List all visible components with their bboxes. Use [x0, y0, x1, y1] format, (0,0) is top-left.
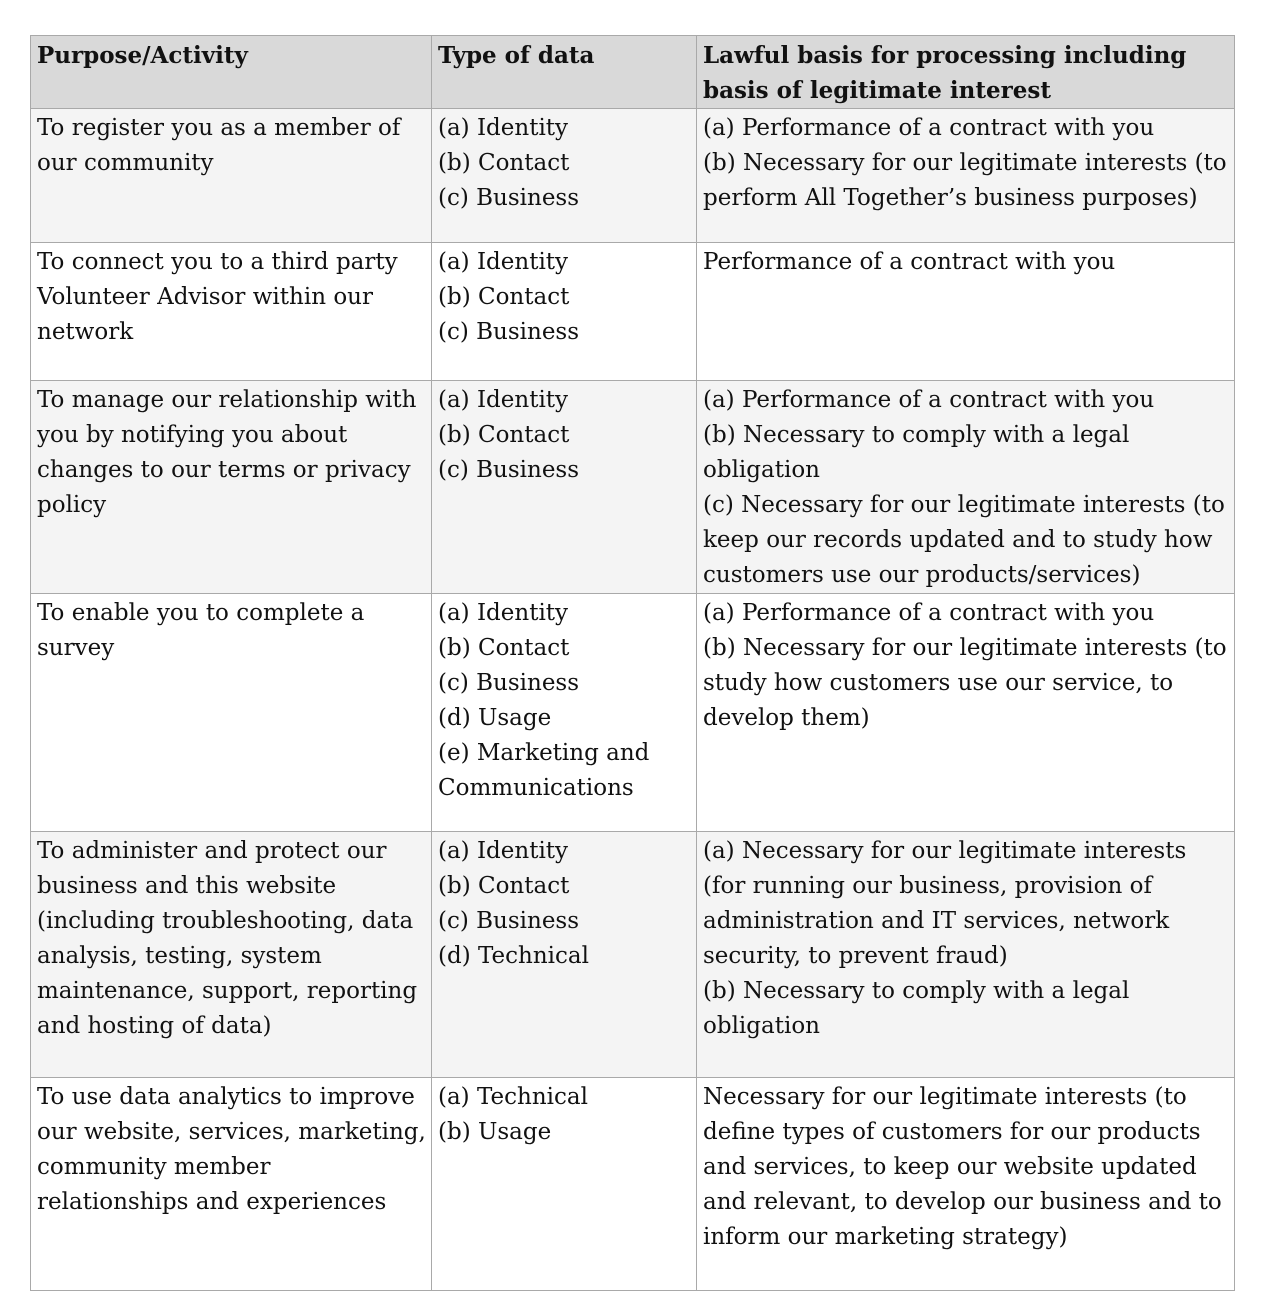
basis-cell: [697, 381, 1235, 594]
basis-item: (a) Performance of a contract with you: [703, 115, 1155, 141]
header-purpose: Purpose/Activity: [31, 36, 432, 109]
table-row: [31, 109, 1235, 243]
basis-cell: [697, 594, 1235, 832]
type-item: (e) Marketing and Communications: [438, 740, 650, 801]
header-type-of-data: Type of data: [432, 36, 697, 109]
basis-cell: [697, 109, 1235, 243]
purpose-cell: To connect you to a third party Volunteer Advisor within our network: [31, 243, 432, 381]
type-item: (a) Identity: [438, 387, 569, 413]
type-item: (b) Contact: [438, 150, 570, 176]
table-header-row: [31, 36, 1235, 109]
type-cell: [432, 381, 697, 594]
table-row: [31, 381, 1235, 594]
basis-item: (a) Performance of a contract with you: [703, 600, 1155, 626]
purpose-cell: To use data analytics to improve our website, services, marketing, community member relationships and experiences: [31, 1078, 432, 1291]
basis-item: (b) Necessary for our legitimate interests (to perform All Together’s business purposes): [703, 150, 1227, 211]
type-item: (b) Contact: [438, 284, 570, 310]
type-item: (b) Usage: [438, 1119, 552, 1145]
type-item: (a) Identity: [438, 115, 569, 141]
basis-cell: [697, 1078, 1235, 1291]
basis-item: (b) Necessary for our legitimate interests (to study how customers use our service, to develop them): [703, 635, 1227, 731]
table-row: [31, 832, 1235, 1078]
basis-cell: [697, 832, 1235, 1078]
type-item: (c) Business: [438, 185, 580, 211]
table-row: [31, 594, 1235, 832]
type-cell: [432, 109, 697, 243]
type-item: (a) Technical: [438, 1084, 588, 1110]
basis-item: Necessary for our legitimate interests (to define types of customers for our products and services, to keep our website updated and relevant, to develop our business and to inform our marketing strategy): [703, 1084, 1222, 1250]
type-item: (a) Identity: [438, 249, 569, 275]
type-cell: [432, 832, 697, 1078]
type-item: (a) Identity: [438, 600, 569, 626]
lawful-basis-table: [30, 35, 1235, 1291]
type-item: (c) Business: [438, 908, 580, 934]
basis-item: (b) Necessary to comply with a legal obligation: [703, 978, 1130, 1039]
purpose-cell: To enable you to complete a survey: [31, 594, 432, 832]
type-item: (c) Business: [438, 319, 580, 345]
type-item: (b) Contact: [438, 635, 570, 661]
type-item: (d) Usage: [438, 705, 552, 731]
type-item: (b) Contact: [438, 873, 570, 899]
purpose-cell: To manage our relationship with you by notifying you about changes to our terms or privacy policy: [31, 381, 432, 594]
purpose-cell: To administer and protect our business and this website (including troubleshooting, data analysis, testing, system maintenance, support, reporting and hosting of data): [31, 832, 432, 1078]
basis-item: Performance of a contract with you: [703, 249, 1116, 275]
basis-item: (c) Necessary for our legitimate interests (to keep our records updated and to study how customers use our products/services): [703, 492, 1225, 588]
basis-item: (a) Performance of a contract with you: [703, 387, 1155, 413]
basis-item: (a) Necessary for our legitimate interests (for running our business, provision of administration and IT services, network security, to prevent fraud): [703, 838, 1187, 969]
basis-item: (b) Necessary to comply with a legal obligation: [703, 422, 1130, 483]
table-row: [31, 243, 1235, 381]
type-cell: [432, 1078, 697, 1291]
type-item: (d) Technical: [438, 943, 589, 969]
type-item: (c) Business: [438, 457, 580, 483]
header-lawful-basis: Lawful basis for processing including basis of legitimate interest: [697, 36, 1235, 109]
type-cell: [432, 243, 697, 381]
table-row: [31, 1078, 1235, 1291]
purpose-cell: To register you as a member of our community: [31, 109, 432, 243]
basis-cell: [697, 243, 1235, 381]
type-item: (b) Contact: [438, 422, 570, 448]
type-cell: [432, 594, 697, 832]
type-item: (c) Business: [438, 670, 580, 696]
type-item: (a) Identity: [438, 838, 569, 864]
